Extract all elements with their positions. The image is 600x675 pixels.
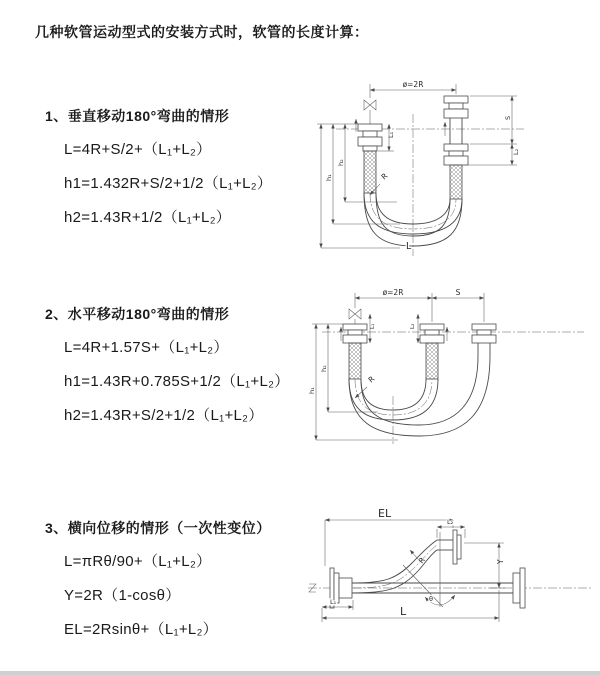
displaced-flange <box>453 530 457 564</box>
middle-hose-fitting <box>420 324 444 343</box>
dim-label-radius: R <box>416 555 427 566</box>
page-title: 几种软管运动型式的安装方式时，软管的长度计算： <box>35 24 369 40</box>
dim-label-y: Y <box>496 559 505 564</box>
section-lateral-displacement <box>45 518 335 647</box>
formula-line: L=4R+S/2+（L₁+L₂） <box>64 141 212 158</box>
dim-label-l2: L₂ <box>512 148 520 155</box>
dim-label-diameter: ø=2R <box>382 288 404 297</box>
dim-label-h1: h₁ <box>308 387 316 394</box>
dim-label-diameter: ø=2R <box>402 80 424 89</box>
dim-label-radius: R <box>366 374 377 385</box>
radius-leader <box>410 550 418 559</box>
left-hose-fitting <box>343 324 367 343</box>
dim-label-stroke: S <box>455 288 461 297</box>
braided-hose-section <box>426 343 438 379</box>
valve-icon <box>364 100 376 110</box>
dim-label-h2: h₂ <box>337 159 345 166</box>
section-2-heading: 2、水平移动180°弯曲的情形 <box>45 306 230 322</box>
dim-label-l1: L₁ <box>387 131 395 138</box>
left-hose-fitting <box>358 124 382 151</box>
dim-label-el: EL <box>378 507 392 520</box>
formula-line: EL=2Rsinθ+（L₁+L₂） <box>64 621 218 638</box>
dim-label-l2: L₂ <box>410 323 416 329</box>
dim-label-l1: L₁ <box>370 323 376 329</box>
dim-label-length: L <box>406 241 412 252</box>
dim-label-l2: L₂ <box>447 518 454 526</box>
formula-line: h1=1.43R+0.785S+1/2（L₁+L₂） <box>64 373 290 390</box>
diagram-horizontal-180-bend <box>308 284 598 454</box>
dim-label-length: L <box>400 605 407 618</box>
dim-label-theta: θ <box>429 595 433 603</box>
radius-line <box>403 565 443 607</box>
dim-label-radius: R <box>379 171 390 182</box>
hose-displaced-position <box>352 530 461 593</box>
dim-label-l1: L₁ <box>330 598 337 606</box>
right-hose-fitting-upper <box>444 96 468 118</box>
right-hose-fitting-lower <box>444 144 468 165</box>
formula-line: L=4R+1.57S+（L₁+L₂） <box>64 339 229 356</box>
braided-hose-section <box>349 343 361 379</box>
radius-leader <box>355 387 367 398</box>
section-1-heading: 1、垂直移动180°弯曲的情形 <box>45 108 230 124</box>
braided-hose-section <box>450 165 462 199</box>
hose-u-bend-shifted <box>349 356 490 436</box>
shifted-hose-fitting <box>472 324 496 343</box>
formula-line: h2=1.43R+1/2（L₁+L₂） <box>64 209 232 226</box>
diagram-vertical-180-bend <box>312 76 567 258</box>
section-horizontal-180 <box>45 304 335 433</box>
dim-label-h2: h₂ <box>320 365 328 372</box>
dim-label-s: S <box>504 115 512 120</box>
formula-line: h1=1.432R+S/2+1/2（L₁+L₂） <box>64 175 273 192</box>
formula-line: L=πRθ/90+（L₁+L₂） <box>64 553 212 570</box>
braided-hose-section <box>364 151 376 193</box>
scan-edge-shadow <box>0 671 600 675</box>
section-vertical-180 <box>45 106 335 235</box>
dim-label-h1: h₁ <box>325 174 333 181</box>
hose-u-bend-near <box>349 379 438 420</box>
valve-icon <box>349 309 361 319</box>
section-3-heading: 3、横向位移的情形（一次性变位） <box>45 520 271 536</box>
formula-line: h2=1.43R+S/2+1/2（L₁+L₂） <box>64 407 264 424</box>
diagram-lateral-displacement <box>300 500 600 672</box>
formula-line: Y=2R（1-cosθ） <box>64 587 181 604</box>
displaced-flange <box>457 535 461 559</box>
